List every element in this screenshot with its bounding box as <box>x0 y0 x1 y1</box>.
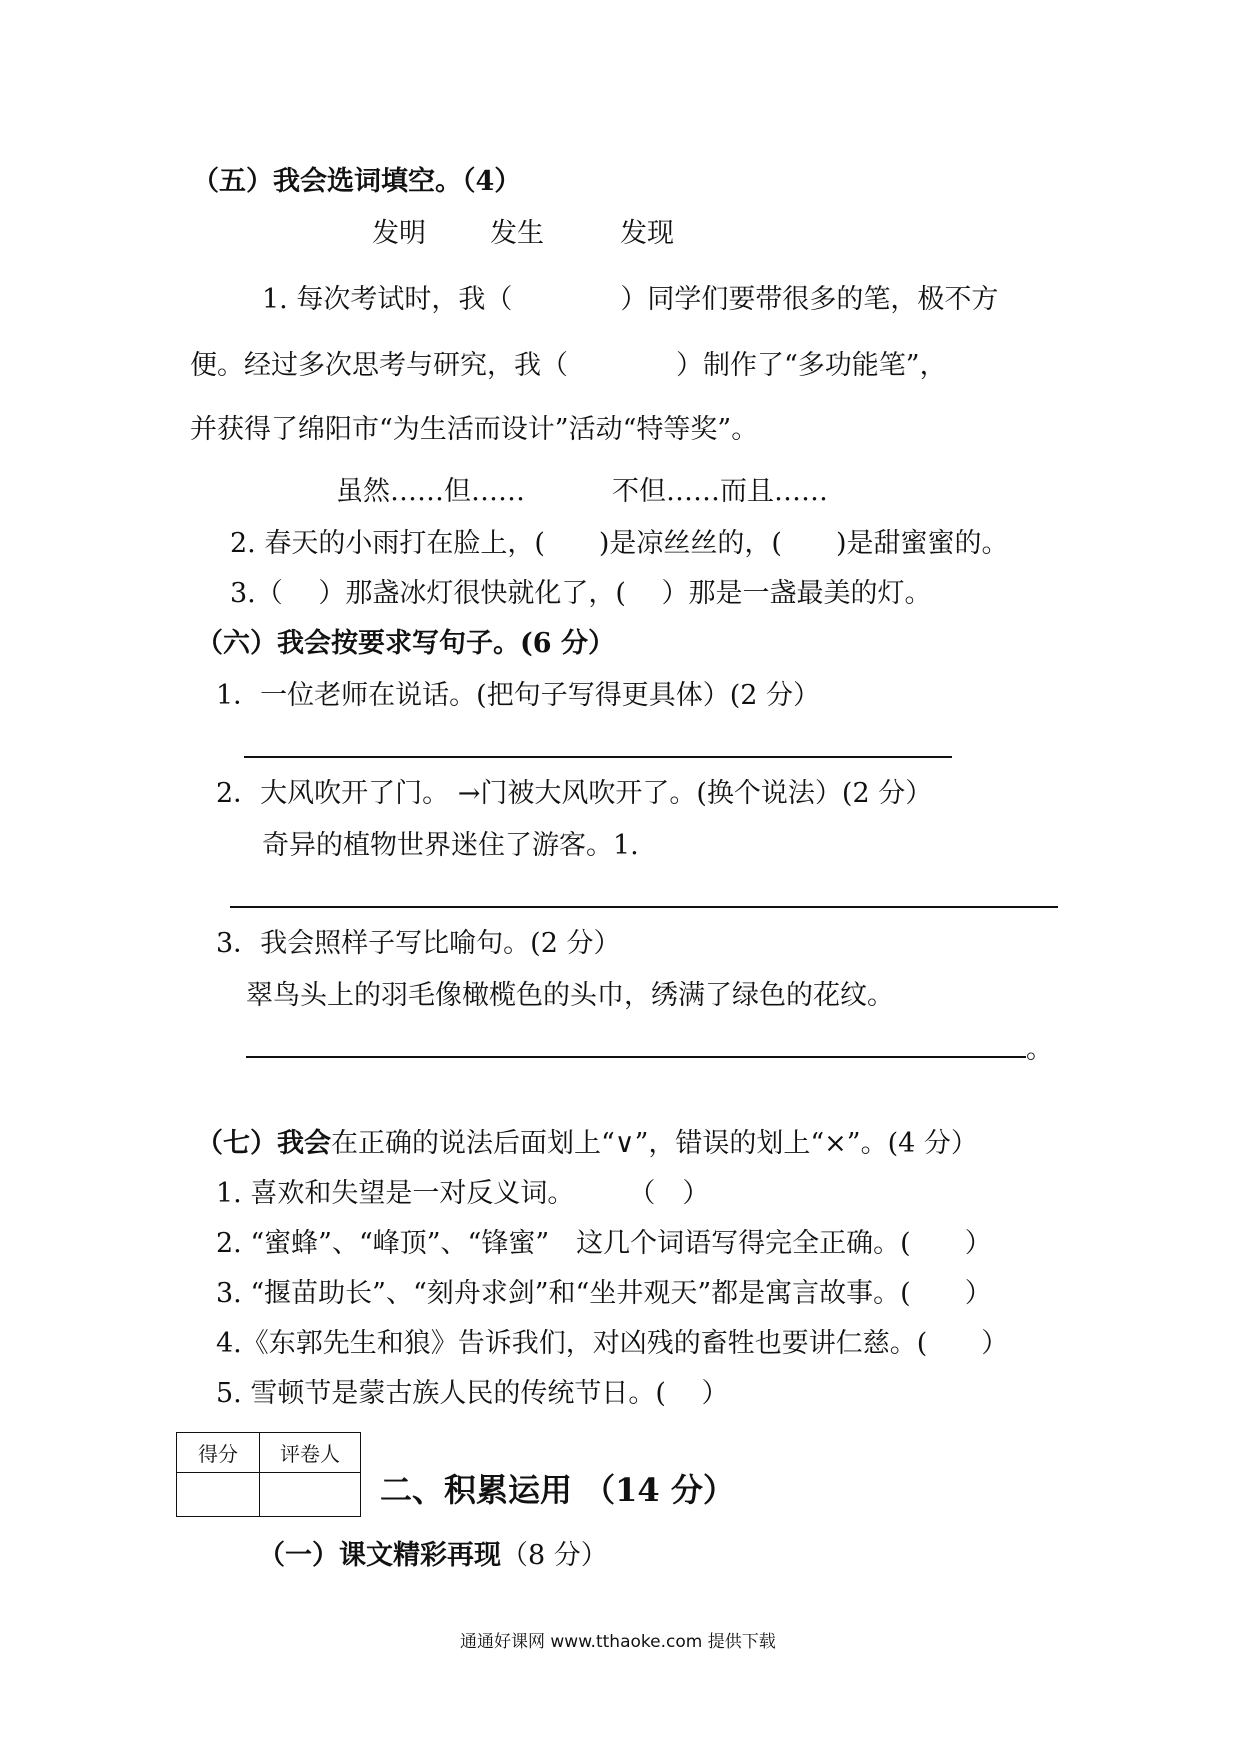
answer-line <box>230 906 1058 908</box>
judge-item: 1. 喜欢和失望是一对反义词。 （ ） <box>216 1178 710 1209</box>
section-7-title <box>196 1130 978 1157</box>
question-6-1: 1．一位老师在说话。(把句子写得更具体）(2 分） <box>216 680 821 711</box>
part-2-title: 二、积累运用 （14 分） <box>380 1471 735 1509</box>
grader-header: 评卷人 <box>260 1433 361 1473</box>
score-header: 得分 <box>177 1433 260 1473</box>
question-6-2-sentence: 奇异的植物世界迷住了游客。1. <box>262 830 639 861</box>
section-6-title: （六）我会按要求写句子。(6 分） <box>196 628 615 659</box>
part-2-subsection <box>258 1542 608 1569</box>
judge-item: 2. “蜜蜂”、“峰顶”、“锋蜜” 这几个词语写得完全正确。( ） <box>216 1228 992 1259</box>
section-7-title-rest: 在正确的说法后面划上“∨”，错误的划上“×”。(4 分） <box>331 1128 978 1159</box>
score-cell[interactable] <box>177 1473 260 1517</box>
answer-line <box>246 1056 1026 1058</box>
question-5-3: 3.（ ）那盏冰灯很快就化了，( ）那是一盏最美的灯。 <box>230 578 932 609</box>
question-5-1-line-1: 1. 每次考试时，我（ ）同学们要带很多的笔，极不方 <box>262 284 999 315</box>
footer-text: 通通好课网 www.tthaoke.com 提供下载 <box>460 1632 776 1652</box>
score-table <box>176 1432 361 1517</box>
subsection-title: （一）课文精彩再现 <box>258 1540 501 1571</box>
section-5-title: （五）我会选词填空。（4） <box>192 166 522 197</box>
question-6-3-example: 翠鸟头上的羽毛像橄榄色的头巾，绣满了绿色的花纹。 <box>246 980 894 1011</box>
question-6-2: 2．大风吹开了门。 →门被大风吹开了。(换个说法）(2 分） <box>216 778 933 809</box>
question-5-1-line-3: 并获得了绵阳市“为生活而设计”活动“特等奖”。 <box>190 414 759 445</box>
grader-cell[interactable] <box>260 1473 361 1517</box>
answer-line <box>244 756 952 758</box>
question-5-2: 2. 春天的小雨打在脸上，( )是凉丝丝的，( )是甜蜜蜜的。 <box>230 528 1009 559</box>
subsection-score: （8 分） <box>501 1540 608 1571</box>
section-7-title-bold: （七）我会 <box>196 1128 331 1159</box>
judge-item: 4.《东郭先生和狼》告诉我们，对凶残的畜牲也要讲仁慈。( ） <box>216 1328 1009 1359</box>
word-option: 发现 <box>620 218 674 249</box>
word-option: 发明 <box>372 218 426 249</box>
judge-item: 5. 雪顿节是蒙古族人民的传统节日。( ） <box>216 1378 729 1409</box>
question-6-3: 3．我会照样子写比喻句。(2 分） <box>216 928 621 959</box>
word-option: 虽然……但…… <box>336 476 525 507</box>
word-option: 不但……而且…… <box>612 476 828 507</box>
question-5-1-line-2: 便。经过多次思考与研究，我（ ）制作了“多功能笔”， <box>190 350 947 381</box>
judge-item: 3. “揠苗助长”、“刻舟求剑”和“坐井观天”都是寓言故事。( ） <box>216 1278 992 1309</box>
word-option: 发生 <box>490 218 544 249</box>
line-end-period: 。 <box>1026 1034 1053 1065</box>
